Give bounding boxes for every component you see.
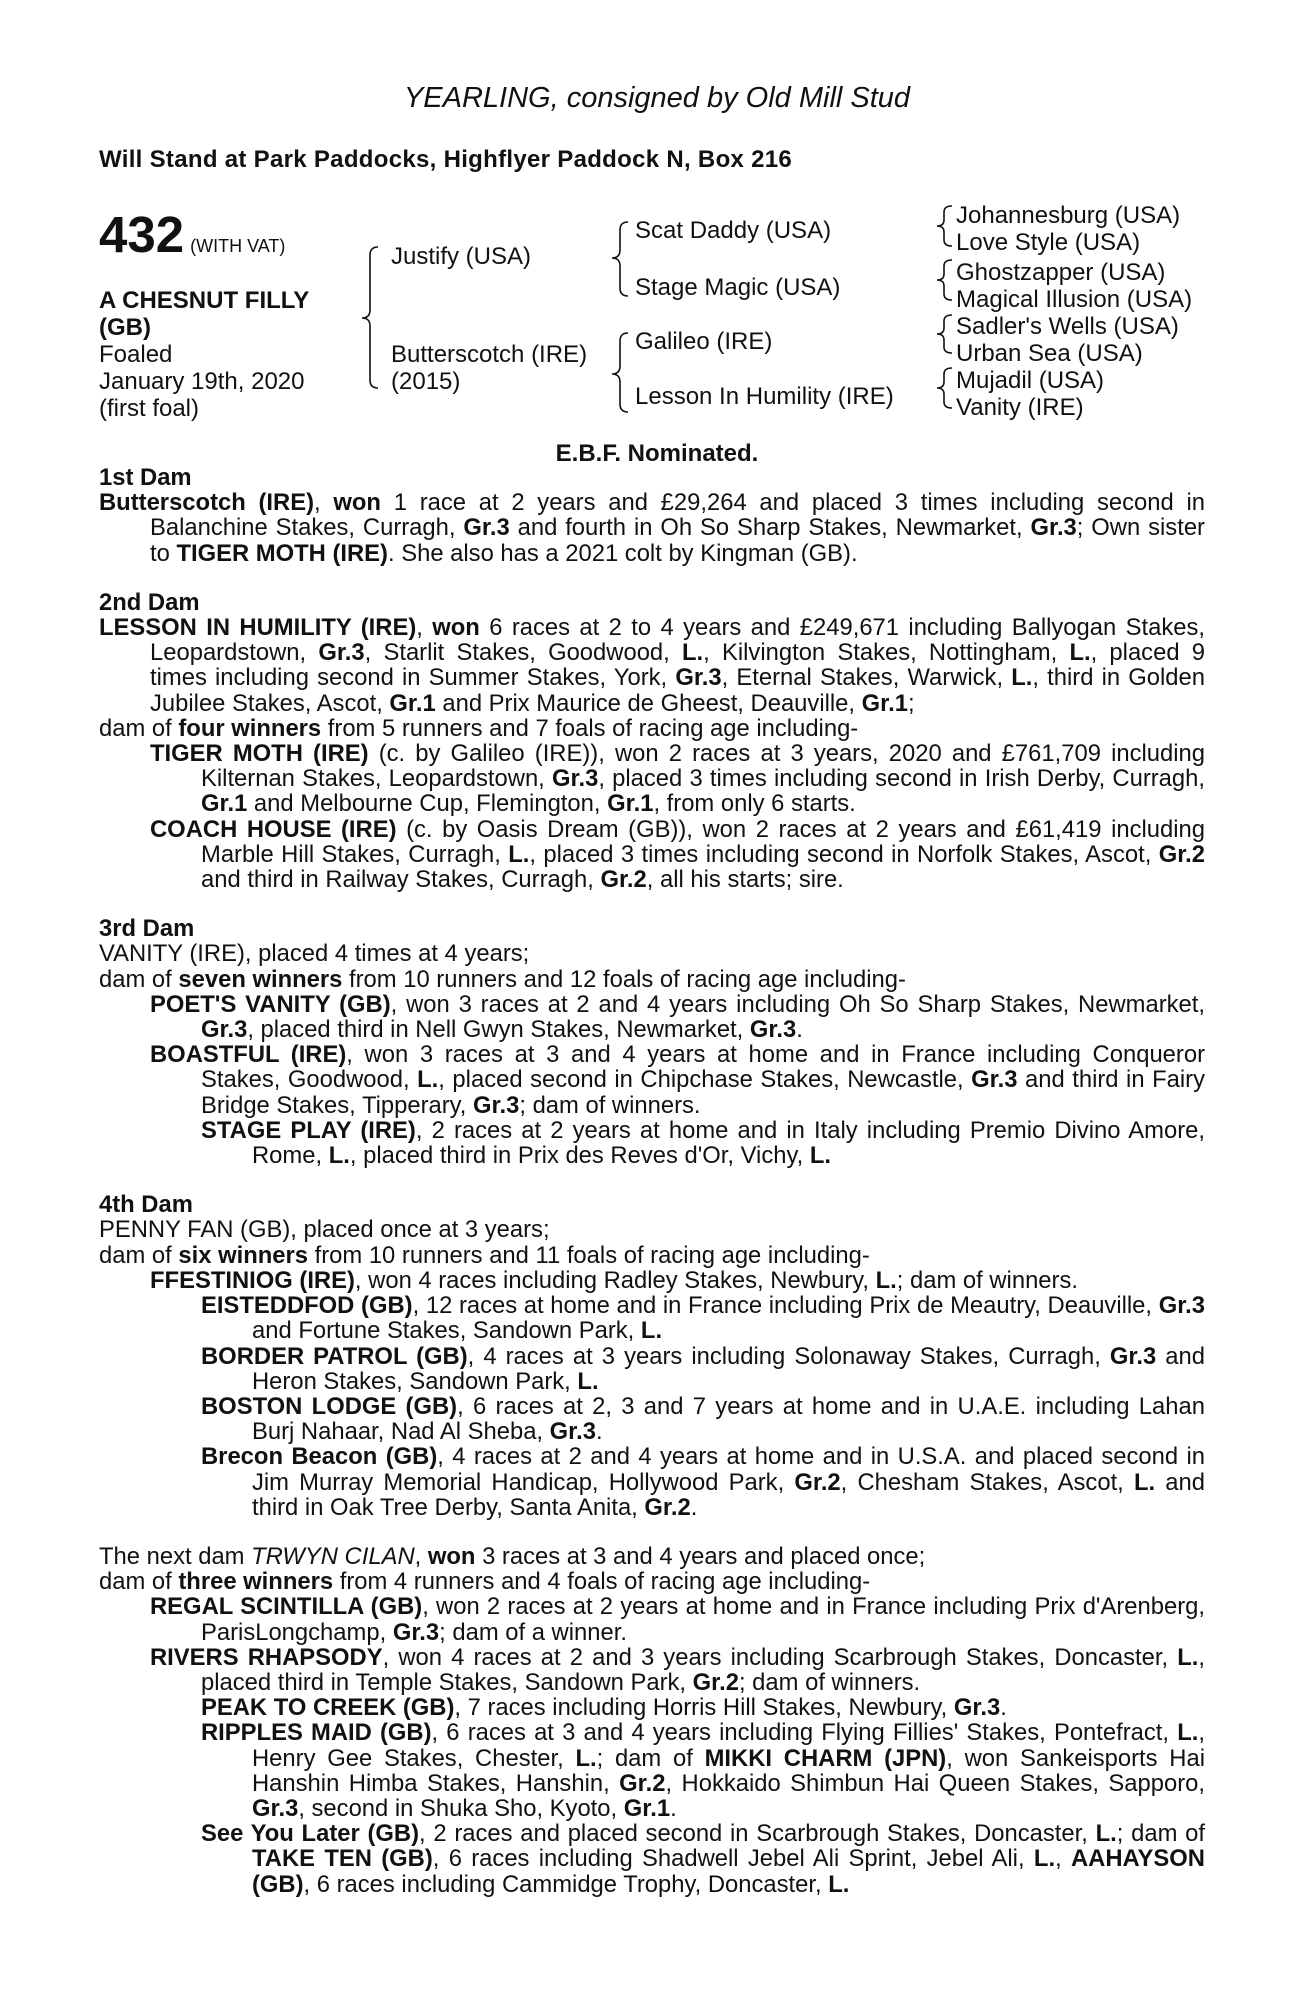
text: , placed third in Temple Stakes, Sandown Park, (201, 1643, 1205, 1696)
lot-number: 432 (99, 206, 185, 263)
text: , Henry Gee Stakes, Chester, (252, 1719, 1205, 1772)
text: (c. by Oasis Dream (GB)), won 2 races at 2 years and £61,419 including Marble Hill Stakes, Curragh, (201, 815, 1205, 868)
text: , 4 races at 3 years including Solonaway Stakes, Curragh, (467, 1342, 1110, 1370)
produce-entry (99, 992, 1205, 1042)
text: dam of (99, 714, 179, 742)
text: , Hokkaido Shimbun Hai Queen Stakes, Sapporo, (665, 1769, 1205, 1797)
text: , placed second in Chipchase Stakes, Newcastle, (438, 1066, 972, 1094)
horse-name: MIKKI CHARM (JPN) (704, 1744, 947, 1772)
second-dam-heading: 2nd Dam (99, 588, 200, 616)
grade: L. (417, 1066, 439, 1094)
text: , Starlit Stakes, Goodwood, (364, 639, 682, 667)
grade: L. (682, 639, 704, 667)
grade: L. (1011, 664, 1033, 692)
first-dam-heading: 1st Dam (99, 464, 192, 491)
foaled-label: Foaled (99, 341, 173, 368)
grade: L. (1133, 1468, 1156, 1496)
text: . (796, 1016, 803, 1044)
text: ; Own sister to (150, 514, 1205, 567)
produce-entry (99, 1720, 1205, 1821)
text: , Kilvington Stakes, Nottingham, (703, 639, 1070, 667)
grade: Gr.2 (619, 1769, 666, 1797)
text: dam of (99, 965, 179, 993)
text: , won 4 races at 2 and 3 years including Scarbrough Stakes, Doncaster, (382, 1643, 1178, 1671)
horse-name: Brecon Beacon (GB) (201, 1443, 438, 1471)
grade: L. (577, 1367, 599, 1395)
grade: Gr.3 (463, 514, 510, 542)
horse-name: FFESTINIOG (IRE) (150, 1266, 355, 1294)
horse-name: TAKE TEN (GB) (252, 1845, 433, 1873)
grade: L. (809, 1142, 831, 1170)
third-dam-text: VANITY (IRE), placed 4 times at 4 years; (99, 940, 530, 968)
text: ; dam of a winner. (439, 1618, 627, 1646)
sire: Justify (USA) (391, 243, 532, 270)
won-label: won (432, 614, 480, 642)
gen3-5: Sadler's Wells (USA) (956, 313, 1179, 340)
text: from 5 runners and 7 foals of racing age including- (321, 714, 859, 742)
produce-entry (99, 817, 1205, 893)
horse-name: STAGE PLAY (IRE) (201, 1116, 416, 1144)
horse-name: RIVERS RHAPSODY (150, 1643, 383, 1671)
produce-entry (99, 1594, 1205, 1644)
text: , 6 races at 3 and 4 years including Flying Fillies' Stakes, Pontefract, (431, 1719, 1178, 1747)
text: 3 races at 3 and 4 years and placed once; (475, 1542, 926, 1570)
text: ; dam of (1116, 1820, 1205, 1848)
horse-name: TIGER MOTH (IRE) (150, 740, 369, 768)
grade: L. (575, 1744, 597, 1772)
grade: L. (1033, 1845, 1056, 1873)
grade: L. (828, 1870, 850, 1898)
text: , placed third in Nell Gwyn Stakes, Newmarket, (247, 1016, 750, 1044)
third-dam-heading: 3rd Dam (99, 915, 195, 943)
grade: Gr.3 (252, 1794, 299, 1822)
text: , 7 races including Horris Hill Stakes, Newbury, (454, 1694, 954, 1722)
text: . She also has a 2021 colt by Kingman (GB). (387, 539, 858, 567)
text: and third in Oak Tree Derby, Santa Anita, (252, 1468, 1205, 1521)
produce-entry (99, 1293, 1205, 1343)
grade: Gr.3 (473, 1091, 520, 1119)
grade: Gr.2 (644, 1493, 691, 1521)
first-dam-text (99, 490, 1205, 566)
dam-name: TRWYN CILAN (251, 1542, 415, 1570)
text: 6 races at 2 to 4 years and £249,671 including Ballyogan Stakes, Leopardstown, (150, 614, 1205, 667)
text: , placed 9 times including second in Summer Stakes, York, (150, 639, 1205, 692)
grade: L. (1177, 1719, 1199, 1747)
text: and third in Railway Stakes, Curragh, (201, 866, 601, 894)
dam: Butterscotch (IRE) (391, 341, 588, 368)
grade: L. (875, 1266, 897, 1294)
text: . (595, 1418, 603, 1446)
winners-count: six winners (178, 1241, 308, 1269)
lot-name-line1: A CHESNUT FILLY (99, 287, 310, 314)
text: ; dam of winners. (738, 1668, 921, 1696)
text: , placed 3 times including second in Norfolk Stakes, Ascot, (529, 840, 1159, 868)
text: ; dam of winners. (519, 1091, 701, 1119)
produce-entry (99, 1042, 1205, 1118)
produce-entry (99, 1344, 1205, 1394)
text: 1 race at 2 years and £29,264 and placed 3 times including second in Balanchine Stakes, Curragh, (150, 489, 1205, 542)
text: , 12 races at home and in France including Prix de Meautry, Deauville, (412, 1292, 1159, 1320)
catalogue-body (99, 465, 1205, 1897)
grade: Gr.1 (607, 790, 654, 818)
text: , (314, 489, 334, 517)
text: , all his starts; sire. (646, 866, 844, 894)
grade: Gr.1 (201, 790, 248, 818)
text: , placed 3 times including second in Irish Derby, Curragh, (598, 765, 1205, 793)
grade: Gr.3 (318, 639, 365, 667)
produce-summary (99, 1569, 1205, 1594)
grade: Gr.2 (1158, 840, 1205, 868)
produce-summary (99, 716, 1205, 741)
text: , (416, 614, 433, 642)
text: and third in Fairy Bridge Stakes, Tipperary, (201, 1066, 1205, 1119)
horse-name: REGAL SCINTILLA (GB) (150, 1593, 423, 1621)
text: , 6 races including Cammidge Trophy, Doncaster, (303, 1870, 829, 1898)
text: , from only 6 starts. (653, 790, 856, 818)
grade: Gr.1 (861, 689, 908, 717)
text: , 6 races including Shadwell Jebel Ali Sprint, Jebel Ali, (432, 1845, 1034, 1873)
text: , 6 races at 2, 3 and 7 years at home and in U.A.E. including Lahan Burj Nahaar, Nad Al Sheba, (252, 1392, 1205, 1446)
text: . (1000, 1694, 1007, 1722)
horse-name: RIPPLES MAID (GB) (201, 1719, 432, 1747)
text: ; (907, 689, 915, 717)
winners-count: three winners (178, 1568, 334, 1596)
text: , won 2 races at 2 years at home and in France including Prix d'Arenberg, ParisLongchamp, (201, 1593, 1205, 1646)
grade: Gr.2 (692, 1668, 739, 1696)
gen3-7: Mujadil (USA) (956, 367, 1105, 394)
text: , 2 races and placed second in Scarbrough Stakes, Doncaster, (419, 1820, 1096, 1848)
text: from 10 runners and 11 foals of racing age including- (308, 1241, 870, 1269)
text: . (690, 1493, 698, 1521)
horse-name: TIGER MOTH (IRE) (176, 539, 388, 567)
text: and Melbourne Cup, Flemington, (247, 790, 608, 818)
grade: Gr.3 (1030, 514, 1077, 542)
text: , 2 races at 2 years at home and in Italy including Premio Divino Amore, Rome, (252, 1116, 1205, 1170)
gen3-1: Johannesburg (USA) (956, 202, 1181, 229)
horse-name: BOSTON LODGE (GB) (201, 1392, 458, 1420)
produce-entry (99, 1444, 1205, 1520)
text: ; dam of winners. (896, 1266, 1078, 1294)
text: from 10 runners and 12 foals of racing age including- (342, 965, 906, 993)
text: from 4 runners and 4 foals of racing age including- (333, 1568, 871, 1596)
text: , (414, 1542, 428, 1570)
produce-summary (99, 967, 1205, 992)
horse-name: See You Later (GB) (201, 1820, 420, 1848)
second-dam-text (99, 615, 1205, 716)
grade: L. (328, 1142, 350, 1170)
winners-count: seven winners (178, 965, 343, 993)
gen3-3: Ghostzapper (USA) (956, 259, 1166, 286)
grade: Gr.3 (971, 1066, 1018, 1094)
fourth-dam-heading: 4th Dam (99, 1191, 193, 1219)
grade: Gr.3 (392, 1618, 440, 1646)
text: , 4 races at 2 and 4 years at home and in U.S.A. and placed second in Jim Murray Memorial Handicap, Hollywood Park, (252, 1443, 1205, 1496)
dam-year: (2015) (391, 368, 461, 395)
dam-name: Butterscotch (IRE) (99, 489, 315, 517)
text: and fourth in Oh So Sharp Stakes, Newmarket, (509, 514, 1031, 542)
grade: Gr.3 (552, 765, 599, 793)
grade: Gr.3 (201, 1016, 248, 1044)
produce-entry (99, 1394, 1205, 1444)
text: , Eternal Stakes, Warwick, (721, 664, 1012, 692)
text: ; dam of (596, 1744, 705, 1772)
grade: Gr.3 (675, 664, 722, 692)
text: , second in Shuka Sho, Kyoto, (298, 1794, 624, 1822)
next-dam-text (99, 1544, 1205, 1569)
horse-name: BORDER PATROL (GB) (201, 1342, 468, 1370)
text: , won 3 races at 2 and 4 years including Oh So Sharp Stakes, Newmarket, (390, 990, 1206, 1018)
text: , placed third in Prix des Reves d'Or, Vichy, (349, 1142, 810, 1170)
produce-entry (99, 1268, 1205, 1293)
gen3-2: Love Style (USA) (956, 229, 1141, 256)
grade: L. (640, 1317, 663, 1345)
grade: Gr.2 (600, 866, 647, 894)
text: , third in Golden Jubilee Stakes, Ascot, (150, 664, 1206, 717)
text: , won 3 races at 3 and 4 years at home and in France including Conqueror Stakes, Goodwood, (201, 1041, 1205, 1094)
text: and Prix Maurice de Gheest, Deauville, (435, 689, 862, 717)
first-foal-note: (first foal) (99, 395, 200, 422)
text: and Heron Stakes, Sandown Park, (252, 1342, 1205, 1395)
produce-entry (99, 1118, 1205, 1168)
grade: Gr.1 (389, 689, 436, 717)
ebf-note: E.B.F. Nominated. (555, 440, 759, 467)
grade: L. (1095, 1820, 1117, 1848)
venue-line: Will Stand at Park Paddocks, Highflyer Paddock N, Box 216 (99, 146, 793, 173)
page-title: YEARLING, consigned by Old Mill Stud (403, 82, 911, 114)
grade: Gr.3 (549, 1418, 596, 1446)
horse-name: COACH HOUSE (IRE) (150, 815, 397, 843)
text: (c. by Galileo (IRE)), won 2 races at 3 years, 2020 and £761,709 including Kilternan Stakes, Leopardstown, (201, 740, 1205, 793)
gen3-4: Magical Illusion (USA) (956, 286, 1193, 313)
sire-dam: Stage Magic (USA) (635, 274, 841, 301)
produce-entry (99, 1645, 1205, 1695)
text: The next dam (99, 1542, 252, 1570)
grade: Gr.2 (794, 1468, 841, 1496)
grade: L. (1177, 1643, 1199, 1671)
text: , (1055, 1845, 1071, 1873)
produce-summary (99, 1243, 1205, 1268)
grade: Gr.3 (1158, 1292, 1205, 1320)
grade: L. (508, 840, 530, 868)
grade: Gr.3 (749, 1016, 797, 1044)
grade: L. (1069, 639, 1091, 667)
dam-sire: Galileo (IRE) (635, 328, 773, 355)
text: , won 4 races including Radley Stakes, Newbury, (354, 1266, 876, 1294)
grade: Gr.3 (953, 1694, 1001, 1722)
produce-entry (99, 1695, 1205, 1720)
horse-name: EISTEDDFOD (GB) (201, 1292, 413, 1320)
dam-name: LESSON IN HUMILITY (IRE) (99, 614, 417, 642)
text: , Chesham Stakes, Ascot, (840, 1468, 1134, 1496)
text: dam of (99, 1241, 179, 1269)
text: dam of (99, 1568, 179, 1596)
grade: Gr.3 (1109, 1342, 1157, 1370)
winners-count: four winners (178, 714, 322, 742)
gen3-6: Urban Sea (USA) (956, 340, 1143, 367)
horse-name: POET'S VANITY (GB) (150, 990, 391, 1018)
produce-entry (99, 741, 1205, 817)
text: , won Sankeisports Hai Hanshin Himba Stakes, Hanshin, (252, 1744, 1205, 1797)
text: and Fortune Stakes, Sandown Park, (252, 1317, 641, 1345)
horse-name: BOASTFUL (IRE) (150, 1041, 347, 1069)
produce-entry (99, 1821, 1205, 1897)
won-label: won (427, 1542, 476, 1570)
fourth-dam-text: PENNY FAN (GB), placed once at 3 years; (99, 1216, 550, 1244)
lot-name-line2: (GB) (99, 314, 151, 341)
horse-name: AAHAYSON (GB) (252, 1845, 1205, 1898)
horse-name: PEAK TO CREEK (GB) (201, 1694, 455, 1722)
foaled-date: January 19th, 2020 (99, 368, 305, 395)
dam-dam: Lesson In Humility (IRE) (635, 383, 894, 410)
gen3-8: Vanity (IRE) (956, 394, 1084, 421)
text: . (670, 1794, 677, 1822)
grade: Gr.1 (623, 1794, 671, 1822)
sire-sire: Scat Daddy (USA) (635, 217, 832, 244)
vat-label: (WITH VAT) (190, 236, 286, 256)
won-label: won (333, 489, 381, 517)
